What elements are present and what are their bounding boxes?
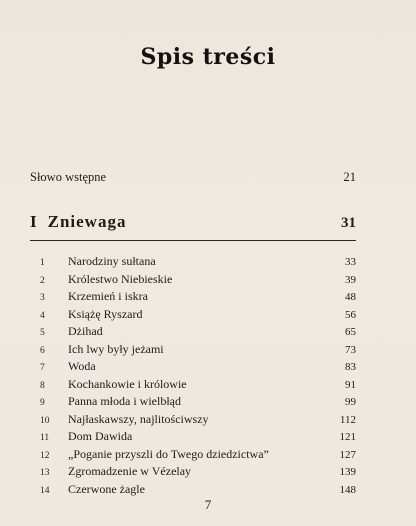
chapter-entry [40,464,356,482]
chapter-number: 1 [40,258,45,268]
chapter-entry [40,254,356,272]
chapter-page: 91 [345,378,356,391]
chapter-number: 5 [40,328,45,338]
chapter-title: Dom Dawida [68,429,133,443]
chapter-page: 56 [345,308,356,321]
chapter-page: 112 [339,413,356,426]
chapter-number: 4 [40,310,45,321]
chapter-entry [40,342,356,360]
chapter-page: 139 [339,466,356,478]
chapter-title: „Poganie przyszli do Twego dziedzictwa” [68,446,269,461]
chapter-entry [40,412,356,430]
chapter-title: Dżihad [68,324,103,338]
chapter-number: 8 [40,380,45,391]
chapter-page: 99 [345,396,356,408]
chapter-title: Woda [68,359,96,373]
chapter-page: 127 [339,448,356,461]
chapter-page: 48 [345,291,356,303]
part-title: Zniewaga [47,212,127,231]
chapter-entry [40,307,356,325]
part-page: 31 [341,215,356,231]
chapter-title: Książę Ryszard [68,306,143,321]
chapter-entry [40,447,356,465]
page-number: 7 [204,497,212,512]
front-matter-entry [30,170,356,185]
chapter-page: 33 [345,256,356,268]
chapter-page: 39 [345,273,356,286]
chapter-title: Ich lwy były jeżami [68,341,164,356]
chapter-title: Kochankowie i królowie [68,376,187,391]
chapter-number: 13 [40,468,50,478]
chapter-number: 12 [40,450,50,461]
chapter-entry [40,429,356,447]
chapter-entry [40,289,356,307]
chapter-title: Panna młoda i wielbłąd [68,394,181,408]
chapter-entry [40,394,356,412]
chapter-entry [40,272,356,290]
chapter-title: Królestwo Niebieskie [68,271,173,286]
chapter-entry [40,324,356,342]
chapter-page: 73 [345,343,356,356]
part-numeral: I [30,212,38,231]
chapter-title: Czerwone żagle [68,481,145,496]
part-heading [30,212,356,232]
chapter-number: 7 [40,363,45,373]
chapter-page: 121 [339,431,356,443]
chapter-title: Zgromadzenie w Vézelay [68,464,192,478]
page-title: Spis treści [140,44,276,70]
chapter-title: Krzemień i iskra [68,289,148,303]
chapter-title: Najłaskawszy, najlitościwszy [68,411,209,426]
chapter-title: Narodziny sułtana [68,254,156,268]
chapter-page: 148 [339,483,356,496]
chapter-number: 14 [40,485,50,496]
front-matter-label: Słowo wstępne [30,170,107,184]
chapter-page: 65 [345,326,356,338]
chapter-page: 83 [345,361,356,373]
chapter-number: 9 [40,398,45,408]
chapter-number: 11 [40,433,50,443]
chapter-number: 3 [40,293,45,303]
chapter-number: 2 [40,275,45,286]
chapter-list [40,254,356,499]
part-divider [30,240,356,241]
chapter-number: 6 [40,345,45,356]
chapter-entry [40,377,356,395]
front-matter-page: 21 [343,170,356,184]
chapter-entry [40,359,356,377]
chapter-number: 10 [40,415,50,426]
